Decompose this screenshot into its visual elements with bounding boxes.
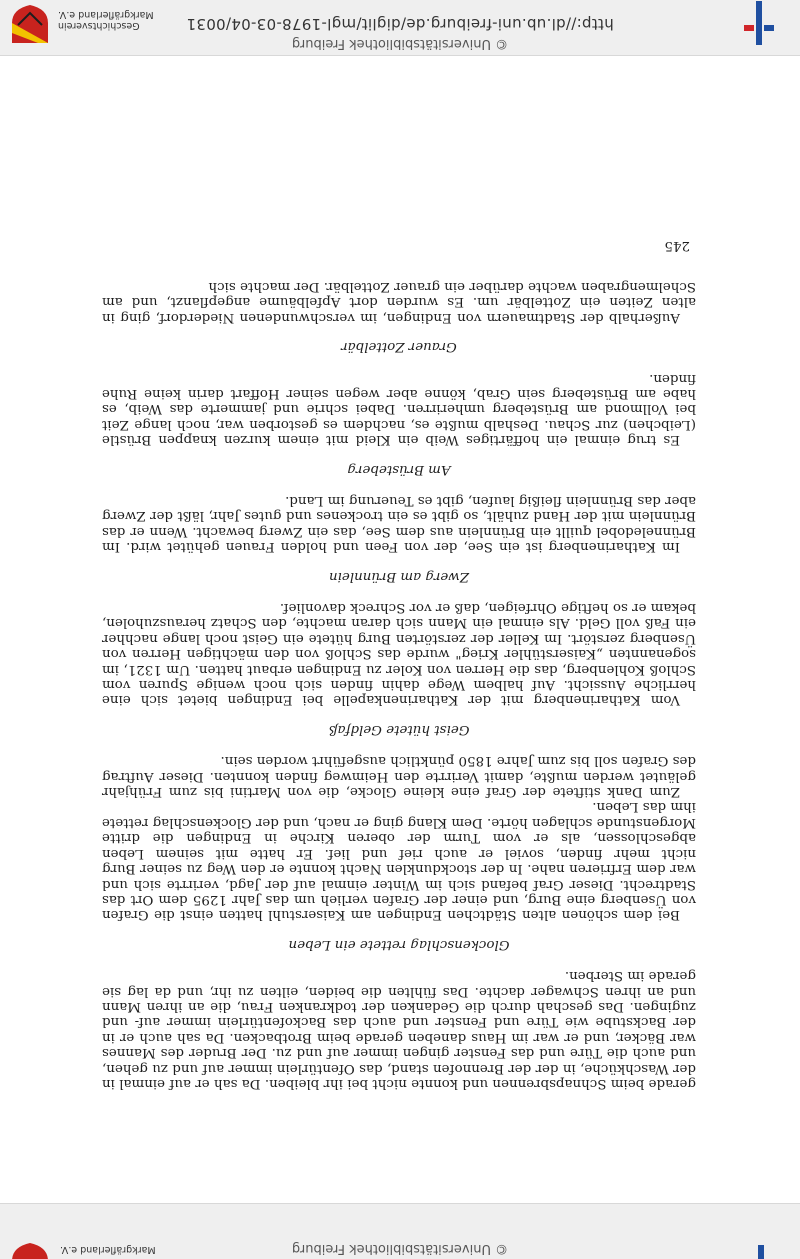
section-title: Zwerg am Brünnlein <box>328 568 470 584</box>
intro-paragraph: gerade beim Schnapsbrennen und konnte nicht bei ihr bleiben. Da sah er auf einmal in der Waschküche, in der der Brennofen stand, das Ofentürlein immer auf und zu gehen, und auch die Türe und das Fenster gingen immer auf und zu. Der Bruder des Mannes war Bäcker, und er war im Haus daneben gerade beim Brotbacken. Da sah auch er in der Backstube wie Türe und Fenster und auch das Backofentürlein immer auf- und zugingen. Das geschah durch die Gedanken der todkranken Frau, die an ihren Mann und an ihren Schwager dachte. Das fühlten die beiden, eilten zu ihr, und da lag sie gerade im Sterben. <box>102 968 696 1091</box>
footer-society-text: Markgräflerland e.V. <box>60 1244 156 1255</box>
viewer-footer-bar <box>0 1203 800 1259</box>
paragraph: Zum Dank stiftete der Graf eine kleine Glocke, die von Martini bis zum Frühjahr geläutet werden mußte, damit Verirrte den Heimweg finden konnten. Dieser Auftrag des Grafen soll bis zum Jahre 1850 pünktlich ausgeführt worden sein. <box>102 753 696 800</box>
library-cross-icon <box>738 1 778 45</box>
footer-copyright: © Universitätsbibliothek Freiburg <box>291 1241 509 1256</box>
viewer-header-bar <box>0 0 800 56</box>
library-cross-icon <box>740 1245 780 1259</box>
section-title: Glockenschlag rettete ein Leben <box>288 936 510 952</box>
paragraph: Außerhalb der Stadtmauern von Endingen, im verschwundenen Niederdorf, ging in alten Zeiten ein Zottelbär um. Es wurden dort Apfelbäume angepflanzt, und am Schelmengraben wachte darüber ein grauer Zottelbär. Der machte sich <box>102 278 696 325</box>
section-title: Grauer Zottelbär <box>341 339 457 355</box>
section-title: Am Brüsteberg <box>347 461 451 477</box>
document-url-link[interactable]: http://dl.ub.uni-freiburg.de/diglit/mgl-1978-03-04/0031 <box>186 15 614 33</box>
society-line-2: Markgräflerland e.V. <box>58 9 154 20</box>
paragraph: Es trug einmal ein hoffärtiges Weib ein Kleid mit einem kurzen knappen Brüstle (Leibchen) zur Schau. Deshalb mußte es, nachdem es gestorben war, noch lange Zeit bei Vollmond am Brüsteberg umherirren. Dabei schrie und jammerte das Weib, es habe am Brüsteberg sein Grab, könne aber wegen seiner Hoffart darin keine Ruhe finden. <box>102 370 696 448</box>
section-title: Geist hütete Geldfaß <box>328 721 470 737</box>
page-number: 245 <box>664 237 690 253</box>
paragraph: Im Katharinenberg ist ein See, der von Feen und holden Frauen gehütet wird. Im Brünneledobel quillt ein Brünnlein aus dem See, das ein Zwerg bewacht. Wenn er das Brünnlein mit der Hand zuhält, so gibt es ein trockenes und gutes Jahr, läßt der Zwerg aber das Brünnlein fleißig laufen, gibt es Teuerung im Land. <box>102 493 696 555</box>
society-logo-icon <box>8 3 52 47</box>
society-logo-icon <box>8 1241 52 1259</box>
document-body <box>102 237 696 1091</box>
society-line-1: Geschichtsverein <box>58 20 140 31</box>
paragraph: Bei dem schönen alten Städtchen Endingen am Kaiserstuhl hatten einst die Grafen von Üsenberg eine Burg, und einer der Grafen verlieh um das Jahr 1295 dem Ort das Stadtrecht. Dieser Graf befand sich im Winter einmal auf der Jagd, verirrte sich und war dem Erfrieren nahe. In der stockdunklen Nacht konnte er den Weg zu seiner Burg nicht mehr finden, soviel er auch rief und lief. Er hatte mit seinem Leben abgeschlossen, als er vom Turm der oberen Kirche in Endingen die dritte Morgenstunde schlagen hörte. Dem Klang ging er nach, und der Glockenschlag rettete ihm das Leben. <box>102 799 696 923</box>
header-society-text <box>58 9 154 31</box>
paragraph: Vom Katharinenberg mit der Katharinenkapelle bei Endingen bietet sich eine herrliche Aussicht. Auf halbem Wege dahin finden sich noch wenige Spuren vom Schloß Kohlenberg, das die Herren von Koler zu Endingen erbaut hatten. Um 1321, im sogenannten „Kaiserstühler Krieg" wurde das Schloß von den mächtigen Herren von Üsenberg zerstört. Im Keller der zerstörten Burg hütete ein Geist noch lange nachher ein Faß voll Geld. Als einmal ein Mann sich daran machte, den Schatz herauszuholen, bekam er so heftige Ohrfeigen, daß er vor Schreck davonlief. <box>102 600 696 708</box>
header-copyright: © Universitätsbibliothek Freiburg <box>291 36 509 51</box>
